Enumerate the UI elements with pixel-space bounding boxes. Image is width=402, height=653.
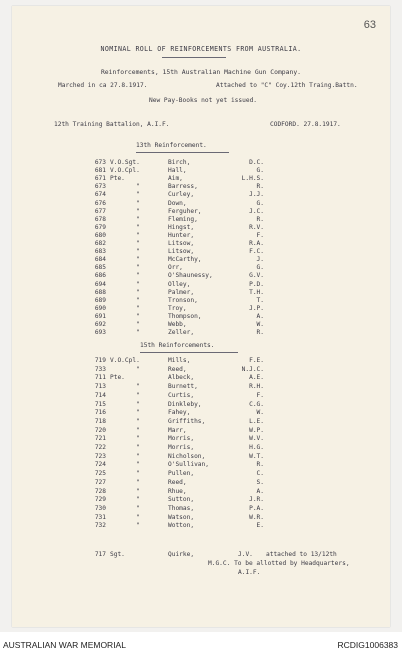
service-number: 728 xyxy=(94,487,106,495)
rank: " xyxy=(136,470,140,478)
surname: Ferguher, xyxy=(168,207,202,215)
rank: " xyxy=(136,444,140,451)
rank: V.O.Sgt. xyxy=(110,159,140,166)
initials: W. xyxy=(256,321,264,328)
section-underline-15th xyxy=(140,352,238,353)
rank: " xyxy=(136,426,140,434)
initials: P.D. xyxy=(249,280,264,288)
roll-row xyxy=(12,410,390,418)
service-number: 685 xyxy=(94,264,106,272)
battalion-line: 12th Training Battalion, A.I.F. xyxy=(54,121,170,128)
surname: Reed, xyxy=(168,478,187,486)
service-number: 674 xyxy=(94,191,106,199)
rank: Pte. xyxy=(110,374,125,382)
surname: Reed, xyxy=(168,365,187,373)
surname: Morris, xyxy=(168,444,195,451)
roll-row xyxy=(12,393,390,401)
service-number: 720 xyxy=(94,426,106,434)
rank: " xyxy=(136,280,140,288)
initials: P.A. xyxy=(249,504,264,512)
initials: R. xyxy=(256,183,264,191)
roll-row xyxy=(12,375,390,383)
rank: Sgt. xyxy=(110,551,125,558)
roll-row xyxy=(12,290,390,298)
service-number: 681 xyxy=(94,167,106,175)
initials: F.E. xyxy=(249,357,264,364)
service-number: 678 xyxy=(94,215,106,223)
rank: " xyxy=(136,496,140,504)
initials: W.T. xyxy=(249,452,264,460)
surname: Hingst, xyxy=(168,223,195,231)
service-number: 727 xyxy=(94,478,106,486)
archive-footer xyxy=(0,632,402,653)
initials: T. xyxy=(256,296,264,304)
surname: Zeller, xyxy=(168,329,195,337)
rank: " xyxy=(136,183,140,191)
surname: O'Sullivan, xyxy=(168,461,209,469)
roll-row xyxy=(12,273,390,281)
surname: Wotton, xyxy=(168,522,195,530)
section-heading-13th: 13th Reinforcement. xyxy=(136,142,207,149)
service-number: 673 xyxy=(94,159,106,166)
service-number: 673 xyxy=(94,183,106,191)
attachment-note: attached to 13/12th xyxy=(266,551,337,558)
surname: Nicholson, xyxy=(168,452,206,460)
surname: Quirke, xyxy=(168,551,195,558)
surname: Fahey, xyxy=(168,409,191,417)
final-entry-note-line3: A.I.F. xyxy=(238,569,261,576)
document-title: NOMINAL ROLL OF REINFORCEMENTS FROM AUSTRALIA. xyxy=(100,45,302,53)
roll-row xyxy=(12,515,390,523)
initials: R. xyxy=(256,215,264,223)
service-number: 730 xyxy=(94,504,106,512)
rank: " xyxy=(136,417,140,425)
service-number: 676 xyxy=(94,199,106,207)
surname: Griffiths, xyxy=(168,417,206,425)
initials: R.A. xyxy=(249,240,264,247)
initials: A. xyxy=(256,487,264,495)
initials: W.V. xyxy=(249,435,264,443)
roll-row xyxy=(12,282,390,290)
roll-row xyxy=(12,471,390,479)
rank: " xyxy=(136,215,140,223)
initials: G.V. xyxy=(249,272,264,280)
initials: D.C. xyxy=(249,159,264,166)
roll-row xyxy=(12,489,390,497)
rank: " xyxy=(136,231,140,239)
surname: Morris, xyxy=(168,435,195,443)
initials: R.V. xyxy=(249,223,264,231)
service-number: 690 xyxy=(94,304,106,312)
rank: " xyxy=(136,329,140,337)
initials: T.H. xyxy=(249,288,264,296)
initials: N.J.C. xyxy=(241,365,264,373)
service-number: 684 xyxy=(94,256,106,264)
initials: W. xyxy=(256,409,264,417)
service-number: 715 xyxy=(94,400,106,408)
surname: Marr, xyxy=(168,426,187,434)
surname: Thompson, xyxy=(168,312,202,320)
surname: Pullen, xyxy=(168,470,195,478)
rank: " xyxy=(136,304,140,312)
rank: " xyxy=(136,400,140,408)
initials: S. xyxy=(256,478,264,486)
service-number: 671 xyxy=(94,175,106,183)
surname: Palmer, xyxy=(168,288,195,296)
initials: G. xyxy=(256,264,264,272)
roll-row xyxy=(12,314,390,322)
service-number: 717 xyxy=(94,551,106,558)
final-entry-row xyxy=(12,552,390,560)
roll-row xyxy=(12,192,390,200)
initials: R. xyxy=(256,329,264,337)
service-number: 722 xyxy=(94,444,106,451)
initials: L.H.S. xyxy=(241,175,264,183)
service-number: 693 xyxy=(94,329,106,337)
surname: Sutton, xyxy=(168,496,195,504)
rank: " xyxy=(136,272,140,280)
surname: Hall, xyxy=(168,167,187,175)
roll-row xyxy=(12,358,390,366)
service-number: 719 xyxy=(94,357,106,364)
rank: " xyxy=(136,487,140,495)
surname: O'Shaunessy, xyxy=(168,272,213,280)
initials: C. xyxy=(256,470,264,478)
initials: C.G. xyxy=(249,400,264,408)
roll-row xyxy=(12,225,390,233)
initials: L.E. xyxy=(249,417,264,425)
marched-in-note: Marched in ca 27.8.1917. xyxy=(58,82,148,89)
roll-row xyxy=(12,184,390,192)
final-entry-note-line2: M.G.C. To be allotted by Headquarters, xyxy=(208,560,350,567)
initials: J.J. xyxy=(249,191,264,199)
roll-row xyxy=(12,257,390,265)
initials: J. xyxy=(256,256,264,264)
roll-row xyxy=(12,428,390,436)
service-number: 725 xyxy=(94,470,106,478)
initials: J.P. xyxy=(249,304,264,312)
roll-row xyxy=(12,176,390,184)
surname: Albeck, xyxy=(168,374,195,382)
service-number: 723 xyxy=(94,452,106,460)
surname: Barress, xyxy=(168,183,198,191)
rank: " xyxy=(136,223,140,231)
initials: W.P. xyxy=(249,426,264,434)
document-subtitle: Reinforcements, 15th Australian Machine Gun Company. xyxy=(100,68,302,76)
service-number: 716 xyxy=(94,409,106,417)
roll-row xyxy=(12,384,390,392)
roll-row xyxy=(12,233,390,241)
surname: McCarthy, xyxy=(168,256,202,264)
roll-row xyxy=(12,480,390,488)
service-number: 731 xyxy=(94,513,106,521)
rank: " xyxy=(136,207,140,215)
initials: F.C. xyxy=(249,248,264,256)
surname: Thomas, xyxy=(168,504,195,512)
rank: " xyxy=(136,248,140,256)
initials: R. xyxy=(256,461,264,469)
service-number: 729 xyxy=(94,496,106,504)
paybooks-note: New Pay-Books not yet issued. xyxy=(149,97,258,104)
rank: " xyxy=(136,383,140,391)
service-number: 732 xyxy=(94,522,106,530)
initials: A. xyxy=(256,312,264,320)
rank: " xyxy=(136,296,140,304)
initials: R.H. xyxy=(249,383,264,391)
rank: " xyxy=(136,264,140,272)
initials: G. xyxy=(256,199,264,207)
service-number: 711 xyxy=(94,374,106,382)
roll-row xyxy=(12,322,390,330)
rank: V.O.Cpl. xyxy=(110,167,140,175)
surname: Rhue, xyxy=(168,487,187,495)
service-number: 680 xyxy=(94,231,106,239)
service-number: 688 xyxy=(94,288,106,296)
rank: " xyxy=(136,522,140,530)
service-number: 691 xyxy=(94,312,106,320)
rank: " xyxy=(136,240,140,247)
surname: Webb, xyxy=(168,321,187,328)
rank: " xyxy=(136,435,140,443)
surname: Dinkleby, xyxy=(168,400,202,408)
roll-row xyxy=(12,241,390,249)
rank: " xyxy=(136,461,140,469)
location-date-line: CODFORD. 27.8.1917. xyxy=(270,121,341,128)
surname: Birch, xyxy=(168,159,191,166)
service-number: 714 xyxy=(94,391,106,399)
roll-row xyxy=(12,419,390,427)
rank: " xyxy=(136,199,140,207)
rank: " xyxy=(136,478,140,486)
surname: Orr, xyxy=(168,264,183,272)
initials: E. xyxy=(256,522,264,530)
rank: Pte. xyxy=(110,175,125,183)
surname: Hunter, xyxy=(168,231,195,239)
surname: Burnett, xyxy=(168,383,198,391)
service-number: 733 xyxy=(94,365,106,373)
roll-row xyxy=(12,367,390,375)
roll-row xyxy=(12,160,390,168)
service-number: 689 xyxy=(94,296,106,304)
page-number: 63 xyxy=(363,19,376,31)
roll-row xyxy=(12,209,390,217)
surname: Mills, xyxy=(168,357,191,364)
service-number: 713 xyxy=(94,383,106,391)
section-heading-15th: 15th Reinforcements. xyxy=(140,342,215,349)
initials: F. xyxy=(256,231,264,239)
initials: W.R. xyxy=(249,513,264,521)
service-number: 718 xyxy=(94,417,106,425)
rank: " xyxy=(136,409,140,417)
service-number: 721 xyxy=(94,435,106,443)
initials: F. xyxy=(256,391,264,399)
surname: Curtis, xyxy=(168,391,195,399)
rank: " xyxy=(136,288,140,296)
rank: " xyxy=(136,365,140,373)
surname: Tronson, xyxy=(168,296,198,304)
roll-row xyxy=(12,168,390,176)
rank: " xyxy=(136,513,140,521)
roll-row xyxy=(12,497,390,505)
initials: H.G. xyxy=(249,444,264,451)
surname: Olley, xyxy=(168,280,191,288)
roll-row xyxy=(12,402,390,410)
title-underline xyxy=(162,57,226,58)
initials: J.R. xyxy=(249,496,264,504)
initials: J.V. xyxy=(238,551,253,558)
initials: G. xyxy=(256,167,264,175)
roll-row xyxy=(12,506,390,514)
roll-row xyxy=(12,523,390,531)
document-page xyxy=(12,6,390,627)
rank: " xyxy=(136,256,140,264)
roll-row xyxy=(12,298,390,306)
service-number: 679 xyxy=(94,223,106,231)
roll-row xyxy=(12,436,390,444)
roll-row xyxy=(12,462,390,470)
archive-name: AUSTRALIAN WAR MEMORIAL xyxy=(3,640,126,650)
rank: " xyxy=(136,504,140,512)
roll-row xyxy=(12,217,390,225)
surname: Fleming, xyxy=(168,215,198,223)
surname: Litsow, xyxy=(168,240,195,247)
surname: Litsow, xyxy=(168,248,195,256)
service-number: 692 xyxy=(94,321,106,328)
service-number: 683 xyxy=(94,248,106,256)
surname: Watson, xyxy=(168,513,195,521)
rank: V.O.Cpl. xyxy=(110,357,140,364)
roll-row xyxy=(12,330,390,338)
surname: Down, xyxy=(168,199,187,207)
initials: A.E. xyxy=(249,374,264,382)
surname: Troy, xyxy=(168,304,187,312)
service-number: 686 xyxy=(94,272,106,280)
surname: Curley, xyxy=(168,191,195,199)
service-number: 694 xyxy=(94,280,106,288)
rank: " xyxy=(136,452,140,460)
rank: " xyxy=(136,191,140,199)
archive-reference: RCDIG1006383 xyxy=(337,640,398,650)
service-number: 677 xyxy=(94,207,106,215)
section-underline-13th xyxy=(136,152,229,153)
rank: " xyxy=(136,312,140,320)
attached-note: Attached to "C" Coy.12th Traing.Battn. xyxy=(216,82,358,89)
rank: " xyxy=(136,391,140,399)
surname: Aim, xyxy=(168,175,183,183)
service-number: 724 xyxy=(94,461,106,469)
service-number: 682 xyxy=(94,240,106,247)
initials: J.C. xyxy=(249,207,264,215)
roll-row xyxy=(12,445,390,453)
rank: " xyxy=(136,321,140,328)
